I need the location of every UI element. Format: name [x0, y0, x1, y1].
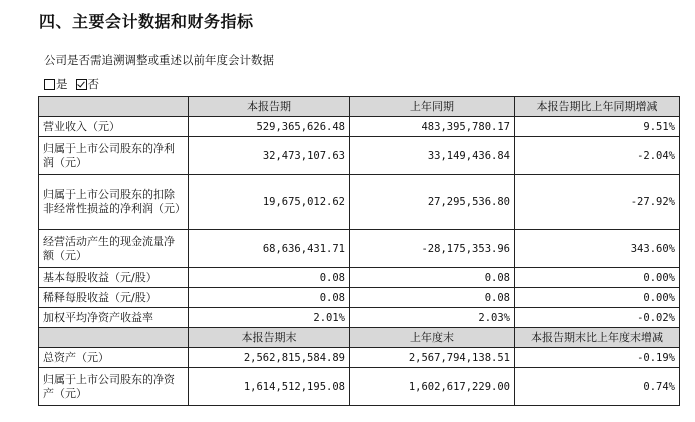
header-cell-prior: 上年同期: [350, 97, 515, 117]
prior-value: 33,149,436.84: [350, 137, 515, 175]
current-value: 68,636,431.71: [189, 230, 350, 268]
table-row: [39, 230, 680, 268]
table-row: [39, 308, 680, 328]
table-row: [39, 368, 680, 406]
header-cell-period-end: 本报告期末: [189, 328, 350, 348]
prior-value: 27,295,536.80: [350, 175, 515, 230]
header-cell-current: 本报告期: [189, 97, 350, 117]
header-cell-prior-year-end: 上年度末: [350, 328, 515, 348]
checkbox-no-checked-icon[interactable]: [76, 79, 87, 90]
change-value: 343.60%: [515, 230, 680, 268]
prior-value: -28,175,353.96: [350, 230, 515, 268]
change-value: 0.00%: [515, 288, 680, 308]
current-value: 2,562,815,584.89: [189, 348, 350, 368]
financial-data-table: [38, 96, 680, 406]
row-label: 归属于上市公司股东的净资产（元）: [39, 368, 189, 406]
table-header-row: [39, 97, 680, 117]
table-row: [39, 175, 680, 230]
change-value: 0.00%: [515, 268, 680, 288]
prior-value: 0.08: [350, 288, 515, 308]
change-value: -0.02%: [515, 308, 680, 328]
change-value: 0.74%: [515, 368, 680, 406]
prior-value: 0.08: [350, 268, 515, 288]
current-value: 32,473,107.63: [189, 137, 350, 175]
table-header-row: [39, 328, 680, 348]
header-cell-change: 本报告期末比上年度末增减: [515, 328, 680, 348]
prior-value: 1,602,617,229.00: [350, 368, 515, 406]
current-value: 2.01%: [189, 308, 350, 328]
table-row: [39, 117, 680, 137]
prior-value: 483,395,780.17: [350, 117, 515, 137]
prior-value: 2.03%: [350, 308, 515, 328]
table-row: [39, 268, 680, 288]
header-cell-blank: [39, 97, 189, 117]
option-yes-label: 是: [56, 77, 68, 91]
row-label: 归属于上市公司股东的净利润（元）: [39, 137, 189, 175]
change-value: -0.19%: [515, 348, 680, 368]
row-label: 归属于上市公司股东的扣除非经常性损益的净利润（元）: [39, 175, 189, 230]
checkbox-yes-icon[interactable]: [44, 79, 55, 90]
current-value: 529,365,626.48: [189, 117, 350, 137]
restatement-question: 公司是否需追溯调整或重述以前年度会计数据: [44, 53, 274, 67]
option-yes[interactable]: [44, 76, 68, 92]
option-no[interactable]: [76, 76, 100, 92]
row-label: 加权平均净资产收益率: [39, 308, 189, 328]
table-row: [39, 348, 680, 368]
row-label: 营业收入（元）: [39, 117, 189, 137]
header-cell-change: 本报告期比上年同期增减: [515, 97, 680, 117]
row-label: 稀释每股收益（元/股）: [39, 288, 189, 308]
prior-value: 2,567,794,138.51: [350, 348, 515, 368]
row-label: 基本每股收益（元/股）: [39, 268, 189, 288]
section-title: 四、主要会计数据和财务指标: [39, 12, 254, 31]
restatement-options: [44, 76, 105, 92]
table-row: [39, 137, 680, 175]
current-value: 1,614,512,195.08: [189, 368, 350, 406]
row-label: 总资产（元）: [39, 348, 189, 368]
header-cell-blank: [39, 328, 189, 348]
change-value: 9.51%: [515, 117, 680, 137]
row-label: 经营活动产生的现金流量净额（元）: [39, 230, 189, 268]
option-no-label: 否: [87, 77, 99, 91]
current-value: 0.08: [189, 268, 350, 288]
change-value: -27.92%: [515, 175, 680, 230]
change-value: -2.04%: [515, 137, 680, 175]
table-row: [39, 288, 680, 308]
current-value: 19,675,012.62: [189, 175, 350, 230]
current-value: 0.08: [189, 288, 350, 308]
